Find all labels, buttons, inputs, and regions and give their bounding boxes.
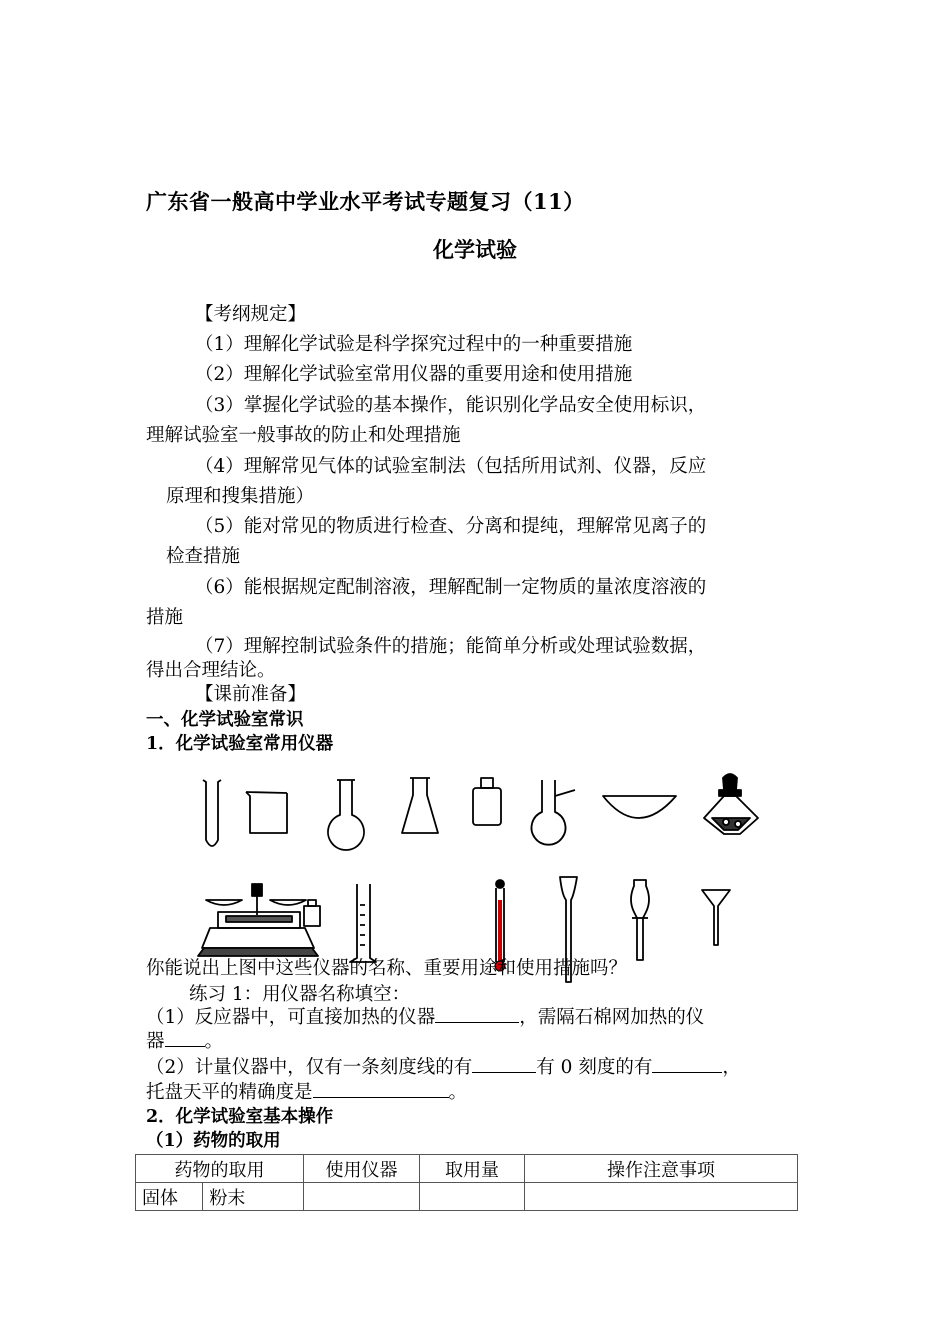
answer-blank[interactable] — [472, 1054, 536, 1073]
graduated-cylinder-icon — [350, 884, 376, 962]
exercise-2-line2: 托盘天平的精确度是 。 — [146, 1078, 467, 1108]
reagent-table — [135, 1154, 798, 1211]
outline-item-6-cont: 措施 — [146, 607, 184, 628]
exercise-1-line1: （1）反应器中，可直接加热的仪器 ，需隔石棉网加热的仪 — [146, 1003, 704, 1033]
beaker-icon — [246, 792, 287, 833]
test-tube-icon — [203, 780, 221, 846]
table-header: 取用量 — [420, 1155, 525, 1183]
outline-item-4: （4）理解常见气体的试验室制法（包括所用试剂、仪器，反应 — [195, 456, 707, 477]
outline-item-5: （5）能对常见的物质进行检查、分离和提纯，理解常见离子的 — [195, 516, 707, 537]
balance-icon — [198, 884, 320, 956]
reagent-bottle-icon — [473, 778, 501, 825]
outline-item-7-cont: 得出合理结论。 — [146, 660, 276, 681]
funnel-icon — [702, 890, 730, 945]
table-cell[interactable] — [304, 1183, 420, 1211]
section-heading-1-1: 1．化学试验室常用仪器 — [146, 734, 334, 754]
answer-blank[interactable] — [435, 1004, 519, 1023]
separatory-funnel-icon — [631, 880, 649, 960]
conical-flask-icon — [402, 778, 438, 833]
evaporating-dish-icon — [603, 796, 676, 818]
outline-item-3-cont: 理解试验室一般事故的防止和处理措施 — [146, 425, 461, 446]
page-subtitle: 化学试验 — [433, 237, 517, 262]
section-heading-2: 2．化学试验室基本操作 — [146, 1107, 334, 1127]
outline-item-7: （7）理解控制试验条件的措施；能简单分析或处理试验数据， — [195, 636, 707, 657]
prep-heading: 【课前准备】 — [195, 684, 307, 705]
answer-blank[interactable] — [165, 1028, 205, 1047]
outline-item-5-cont: 检查措施 — [166, 546, 241, 567]
round-flask-icon — [328, 780, 364, 850]
table-header: 操作注意事项 — [525, 1155, 798, 1183]
table-header: 药物的取用 — [136, 1155, 304, 1183]
table-cell[interactable] — [420, 1183, 525, 1211]
answer-blank[interactable] — [313, 1079, 449, 1098]
table-cell[interactable] — [525, 1183, 798, 1211]
exercise-2-line1: （2）计量仪器中，仅有一条刻度线的有 有 0 刻度的有 ， — [146, 1053, 741, 1083]
table-header: 使用仪器 — [304, 1155, 420, 1183]
exercise-label: 练习 1：用仪器名称填空： — [189, 984, 411, 1005]
answer-blank[interactable] — [652, 1054, 722, 1073]
outline-item-1: （1）理解化学试验是科学探究过程中的一种重要措施 — [195, 334, 633, 355]
question-text: 你能说出上图中这些仪器的名称、重要用途和使用措施吗？ — [146, 958, 628, 979]
table-cell: 粉末 — [203, 1183, 304, 1211]
outline-item-4-cont: 原理和搜集措施） — [166, 486, 315, 507]
section-heading-1: 一、化学试验室常识 — [146, 710, 304, 730]
alcohol-lamp-icon — [704, 774, 758, 834]
outline-item-2: （2）理解化学试验室常用仪器的重要用途和使用措施 — [195, 364, 633, 385]
table-header-row — [136, 1155, 798, 1183]
page-title: 广东省一般高中学业水平考试专题复习（11） — [146, 189, 585, 214]
outline-heading: 【考纲规定】 — [195, 304, 307, 325]
table-cell: 固体 — [136, 1183, 203, 1211]
outline-item-6: （6）能根据规定配制溶液，理解配制一定物质的量浓度溶液的 — [195, 577, 707, 598]
section-heading-2-1: （1）药物的取用 — [146, 1131, 281, 1151]
table-row — [136, 1183, 798, 1211]
distilling-flask-icon — [532, 780, 576, 845]
outline-item-3: （3）掌握化学试验的基本操作，能识别化学品安全使用标识， — [195, 395, 707, 416]
exercise-1-line2: 器 。 — [146, 1027, 223, 1057]
